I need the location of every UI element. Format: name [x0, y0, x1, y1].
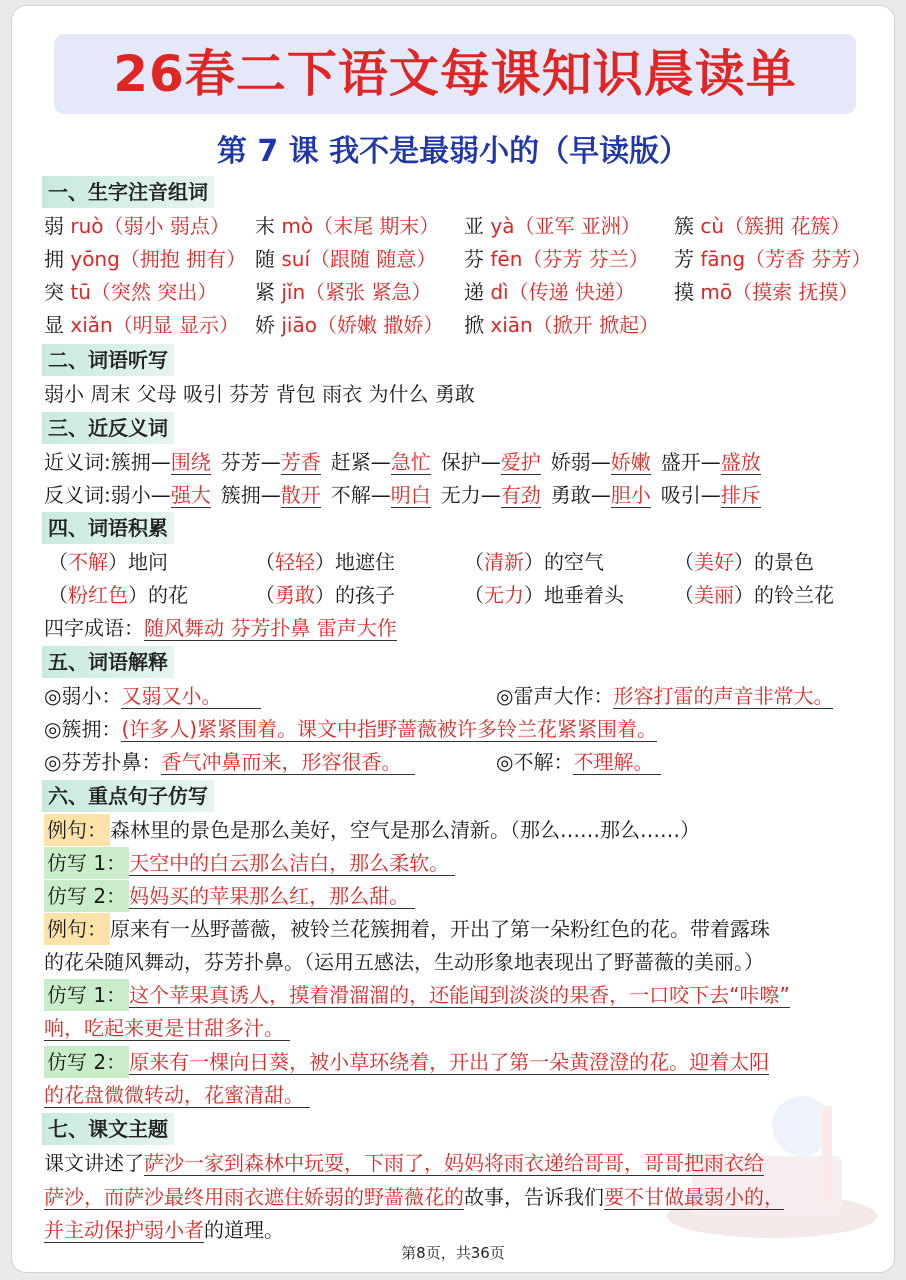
char-entry: [255, 276, 432, 308]
synonym-label: 近义词:: [44, 450, 111, 474]
char-entry: [255, 243, 436, 275]
char: 芳: [674, 247, 694, 271]
section-heading-7: 七、课文主题: [42, 1113, 174, 1145]
antonym-pair: 簇拥—散开: [220, 483, 321, 507]
imitation-1: 仿写 1： 天空中的白云那么洁白，那么柔软。: [44, 847, 455, 879]
pinyin: fāng: [700, 247, 746, 271]
words: （传递 快递）: [508, 280, 635, 304]
pinyin: mō: [700, 280, 733, 304]
synonym-pair: 芬芳—芳香: [220, 450, 321, 474]
antonym-row: [44, 479, 771, 511]
pinyin: xiǎn: [70, 313, 113, 337]
section-heading-1: 一、生字注音组词: [42, 176, 214, 208]
char-entry: [44, 243, 246, 275]
synonym-pair: 簇拥—围绕: [110, 450, 211, 474]
explain-item: ◎芬芳扑鼻：香气冲鼻而来，形容很香。: [44, 746, 415, 778]
imitation-3-cont: 响，吃起来更是甘甜多汁。: [44, 1012, 290, 1044]
section-heading-5: 五、词语解释: [42, 646, 174, 678]
pinyin: fēn: [490, 247, 523, 271]
pinyin: dì: [490, 280, 509, 304]
words: （弱小 弱点）: [103, 214, 230, 238]
char-entry: [674, 243, 871, 275]
imitation-3: 仿写 1： 这个苹果真诱人，摸着滑溜溜的，还能闻到淡淡的果香，一口咬下去“咔嚓”: [44, 979, 790, 1011]
char-entry: [674, 210, 850, 242]
char: 拥: [44, 247, 64, 271]
words: （明显 显示）: [112, 313, 240, 337]
words: （摸索 抚摸）: [732, 280, 859, 304]
example-sentence-2-cont: 的花朵随风舞动，芬芳扑鼻。（运用五感法，生动形象地表现出了野蔷薇的美丽。）: [44, 950, 764, 974]
char-entry: [464, 276, 635, 308]
explain-item: ◎不解：不理解。: [496, 746, 661, 778]
char-entry: [464, 309, 659, 341]
dictation-words: 弱小 周末 父母 吸引 芬芳 背包 雨衣 为什么 勇敢: [44, 382, 475, 406]
phrase-item: （不解）地问: [48, 550, 168, 574]
char: 显: [44, 313, 64, 337]
phrase-item: （粉红色）的花: [48, 583, 188, 607]
char: 摸: [674, 280, 694, 304]
words: （娇嫩 撒娇）: [316, 313, 444, 337]
pinyin: tū: [70, 280, 91, 304]
words: （掀开 掀起）: [532, 313, 660, 337]
antonym-pair: 勇敢—胆小: [550, 483, 651, 507]
idiom-answer: 随风舞动 芬芳扑鼻 雷声大作: [144, 616, 397, 640]
worksheet-page: [12, 6, 894, 1272]
phrase-item: （美丽）的铃兰花: [674, 583, 834, 607]
synonym-pair: 娇弱—娇嫩: [550, 450, 651, 474]
char: 娇: [255, 313, 275, 337]
idiom-label: 四字成语：: [44, 616, 144, 640]
char: 递: [464, 280, 484, 304]
pinyin: jǐn: [281, 280, 306, 304]
char-entry: [44, 309, 239, 341]
pinyin: suí: [281, 247, 311, 271]
theme-line-2: 萨沙，而萨沙最终用雨衣遮住娇弱的野蔷薇花的故事，告诉我们要不甘做最弱小的，: [44, 1185, 784, 1209]
char: 掀: [464, 313, 484, 337]
page-title: 26春二下语文每课知识晨读单: [113, 45, 797, 103]
words: （突然 突出）: [90, 280, 218, 304]
char-entry: [44, 210, 230, 242]
words: （拥抱 拥有）: [119, 247, 247, 271]
antonym-label: 反义词:: [44, 483, 111, 507]
phrase-item: （清新）的空气: [464, 550, 604, 574]
page-number: 第8页，共36页: [401, 1244, 505, 1262]
example-sentence-2: 例句： 原来有一丛野蔷薇，被铃兰花簇拥着，开出了第一朵粉红色的花。带着露珠: [44, 913, 770, 945]
imitation-2: 仿写 2： 妈妈买的苹果那么红，那么甜。: [44, 880, 415, 912]
section-heading-2: 二、词语听写: [42, 344, 174, 376]
char-entry: [464, 210, 641, 242]
synonym-pair: 赶紧—急忙: [330, 450, 431, 474]
pinyin: cù: [700, 214, 725, 238]
theme-line-3: 并主动保护弱小者的道理。: [44, 1218, 284, 1242]
pinyin: ruò: [70, 214, 104, 238]
pinyin: jiāo: [281, 313, 317, 337]
words: （芬芳 芬兰）: [522, 247, 649, 271]
idiom-row: [44, 612, 397, 644]
section-heading-6: 六、重点句子仿写: [42, 780, 214, 812]
section-heading-4: 四、词语积累: [42, 512, 174, 544]
explain-item: ◎弱小：又弱又小。: [44, 680, 261, 712]
char: 弱: [44, 214, 64, 238]
pinyin: yà: [490, 214, 515, 238]
words: （簇拥 花簇）: [724, 214, 851, 238]
char: 突: [44, 280, 64, 304]
antonym-pair: 吸引—排斥: [660, 483, 761, 507]
antonym-pair: 弱小—强大: [110, 483, 211, 507]
example-sentence-1: 例句： 森林里的景色是那么美好，空气是那么清新。（那么……那么……）: [44, 814, 700, 846]
section-heading-3: 三、近反义词: [42, 412, 174, 444]
antonym-pair: 不解—明白: [330, 483, 431, 507]
theme-line-1: 课文讲述了萨沙一家到森林中玩耍，下雨了，妈妈将雨衣递给哥哥，哥哥把雨衣给: [44, 1151, 764, 1175]
char: 末: [255, 214, 275, 238]
explain-item: ◎雷声大作：形容打雷的声音非常大。: [496, 684, 834, 708]
char-entry: [464, 243, 649, 275]
phrase-item: （勇敢）的孩子: [255, 583, 395, 607]
title-banner: [54, 34, 856, 114]
explain-row-2: ◎簇拥：(许多人)紧紧围着。课文中指野蔷薇被许多铃兰花紧紧围着。: [44, 717, 658, 741]
lesson-subtitle: 第 7 课 我不是最弱小的（早读版）: [216, 134, 690, 169]
char-entry: [255, 309, 443, 341]
words: （亚军 亚洲）: [514, 214, 641, 238]
phrase-item: （无力）地垂着头: [464, 583, 624, 607]
phrase-item: （美好）的景色: [674, 550, 814, 574]
words: （末尾 期末）: [313, 214, 440, 238]
char: 芬: [464, 247, 484, 271]
synonym-row: [44, 446, 771, 478]
pinyin: xiān: [490, 313, 533, 337]
words: （芳香 芬芳）: [745, 247, 872, 271]
synonym-pair: 保护—爱护: [440, 450, 541, 474]
char-entry: [255, 210, 439, 242]
pinyin: yōng: [70, 247, 120, 271]
char: 簇: [674, 214, 694, 238]
imitation-4: 仿写 2： 原来有一棵向日葵，被小草环绕着，开出了第一朵黄澄澄的花。迎着太阳: [44, 1046, 769, 1078]
char-entry: [44, 276, 217, 308]
synonym-pair: 盛开—盛放: [660, 450, 761, 474]
words: （紧张 紧急）: [305, 280, 432, 304]
char: 亚: [464, 214, 484, 238]
words: （跟随 随意）: [310, 247, 437, 271]
imitation-4-cont: 的花盘微微转动，花蜜清甜。: [44, 1079, 310, 1111]
pinyin: mò: [281, 214, 314, 238]
char: 紧: [255, 280, 275, 304]
antonym-pair: 无力—有劲: [440, 483, 541, 507]
phrase-item: （轻轻）地遮住: [255, 550, 395, 574]
char: 随: [255, 247, 275, 271]
char-entry: [674, 276, 858, 308]
